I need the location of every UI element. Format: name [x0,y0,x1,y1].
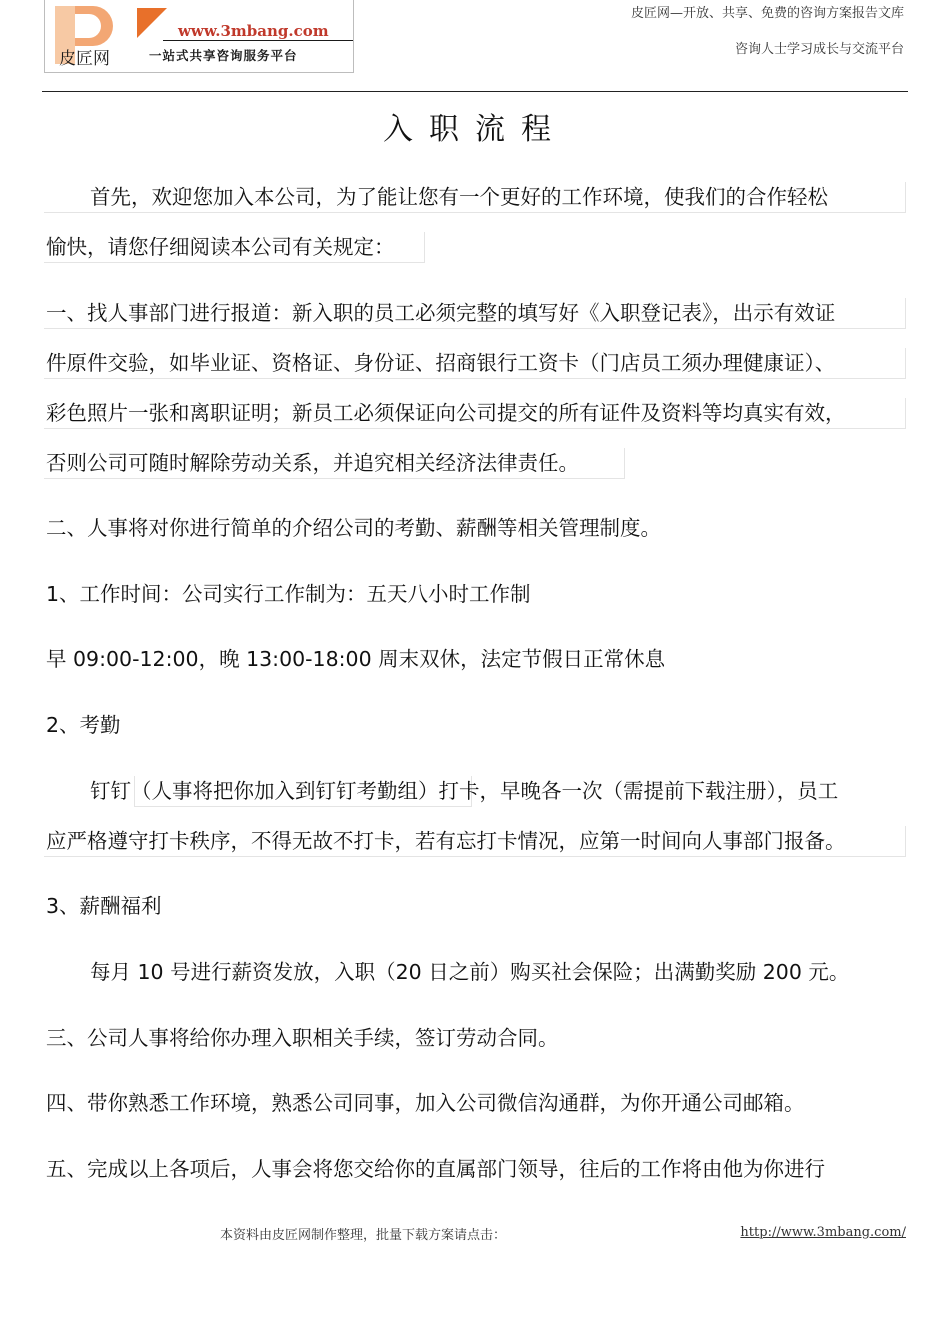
body-line: 首先，欢迎您加入本公司，为了能让您有一个更好的工作环境，使我们的合作轻松 [90,185,828,209]
body-line: 愉快，请您仔细阅读本公司有关规定： [46,235,395,259]
footer-note: 本资料由皮匠网制作整理，批量下载方案请点击： [220,1228,507,1243]
header-tagline-1: 皮匠网—开放、共享、免费的咨询方案报告文库 [630,6,904,21]
body-line: 应严格遵守打卡秩序，不得无故不打卡，若有忘打卡情况，应第一时间向人事部门报备。 [46,829,846,853]
body-line: 2、考勤 [46,713,121,737]
body-line: 钉钉（人事将把你加入到钉钉考勤组）打卡，早晚各一次（需提前下载注册），员工 [90,779,839,803]
header-tagline-2: 咨询人士学习成长与交流平台 [734,42,904,57]
body-line: 五、完成以上各项后，人事会将您交给你的直属部门领导，往后的工作将由他为你进行 [46,1157,825,1181]
page-title: 入职流程 [383,112,567,147]
header-rule [42,91,908,92]
body-line: 否则公司可随时解除劳动关系，并追究相关经济法律责任。 [46,451,579,475]
footer-link[interactable]: http://www.3mbang.com/ [740,1225,906,1240]
body-line: 一、找人事部门进行报道：新入职的员工必须完整的填写好《入职登记表》，出示有效证 [46,301,836,325]
body-line: 四、带你熟悉工作环境，熟悉公司同事，加入公司微信沟通群，为你开通公司邮箱。 [46,1091,805,1115]
site-logo[interactable] [44,0,354,73]
body-line: 早 09:00-12:00，晚 13:00-18:00 周末双休，法定节假日正常休息 [46,647,666,671]
body-line: 二、人事将对你进行简单的介绍公司的考勤、薪酬等相关管理制度。 [46,516,661,540]
logo-divider [163,40,353,41]
body-line: 三、公司人事将给你办理入职相关手续，签订劳动合同。 [46,1026,559,1050]
body-line: 彩色照片一张和离职证明；新员工必须保证向公司提交的所有证件及资料等均真实有效， [46,401,846,425]
logo-slogan: 一站式共享咨询服务平台 [149,48,298,63]
body-line: 件原件交验，如毕业证、资格证、身份证、招商银行工资卡（门店员工须办理健康证）、 [46,351,836,375]
body-line: 1、工作时间：公司实行工作制为：五天八小时工作制 [46,582,531,606]
logo-url: www.3mbang.com [178,22,329,40]
body-line: 每月 10 号进行薪资发放，入职（20 日之前）购买社会保险；出满勤奖励 200 元。 [90,960,850,984]
logo-triangle-icon [137,8,167,38]
logo-name: 皮匠网 [59,49,110,69]
body-line: 3、薪酬福利 [46,894,162,918]
